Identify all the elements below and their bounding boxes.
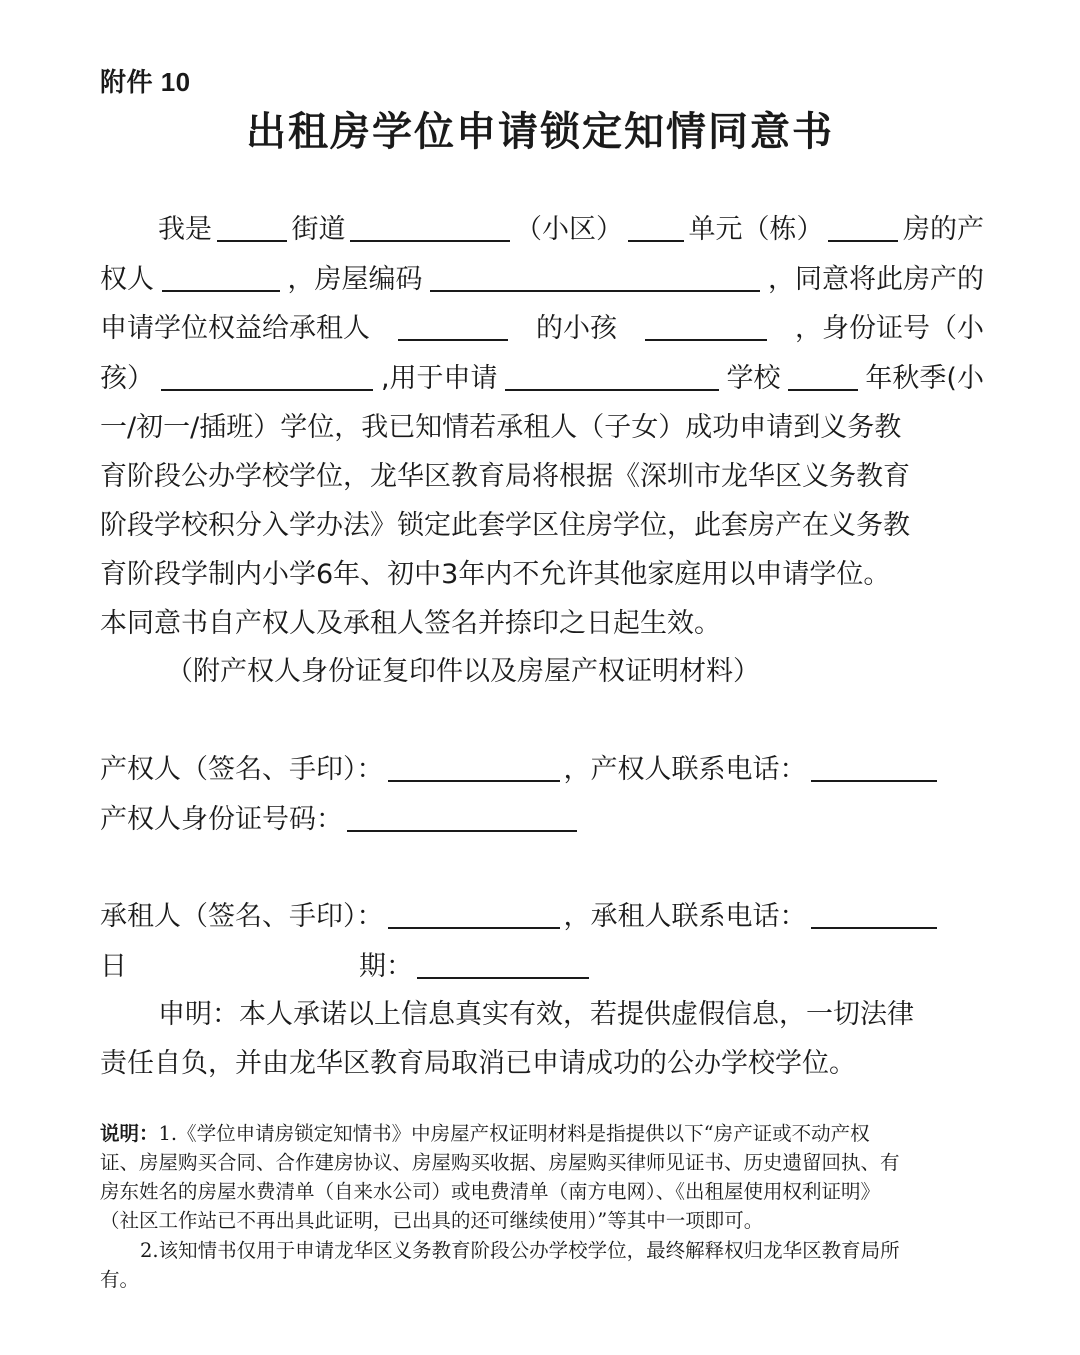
- house-code-blank[interactable]: [430, 260, 760, 292]
- text-autumn: 年秋季(小: [865, 363, 984, 394]
- declaration-line-1: [158, 990, 970, 1040]
- text-used-to-apply: ,用于申请: [380, 363, 498, 394]
- note-label: 说明：: [100, 1122, 159, 1145]
- tenant-sign-label: 承租人（签名、手印）：: [100, 901, 384, 932]
- street-blank[interactable]: [217, 210, 287, 242]
- document-title: 出租房学位申请锁定知情同意书: [246, 108, 834, 155]
- note-line-6: [100, 1266, 984, 1295]
- body-text-5: 一/初一/插班）学位，我已知情若承租人（子女）成功申请到义务教: [100, 412, 902, 443]
- text-jiedao: 街道: [291, 214, 346, 245]
- note-line-2: [100, 1149, 984, 1178]
- text-wo-shi: 我是: [158, 214, 212, 245]
- owner-id-blank[interactable]: [347, 800, 577, 832]
- body-text-7: 阶段学校积分入学办法》锁定此套学区住房学位，此套房产在义务教: [100, 510, 910, 541]
- child-name-blank[interactable]: [645, 309, 767, 341]
- note-text-4: （社区工作站已不再出具此证明，已出具的还可继续使用）”等其中一项即可。: [100, 1209, 764, 1232]
- text-danyuan: 单元（栋）: [688, 214, 824, 245]
- tenant-phone-label: ，承租人联系电话：: [563, 901, 807, 932]
- body-line-2: [100, 255, 984, 305]
- child-id-blank[interactable]: [161, 359, 373, 391]
- declaration-line-2: [100, 1039, 984, 1089]
- owner-signature-row: [100, 745, 984, 795]
- note-text-3: 房东姓名的房屋水费清单（自来水公司）或电费清单（南方电网）、《出租屋使用权利证明》: [100, 1180, 881, 1203]
- body-line-7: [100, 501, 984, 551]
- tenant-signature-row: [100, 892, 984, 942]
- note-text-2: 证、房屋购买合同、合作建房协议、房屋购买收据、房屋购买律师见证书、历史遗留回执、有: [100, 1151, 900, 1174]
- body-line-6: [100, 452, 984, 502]
- declaration-text-2: 责任自负，并由龙华区教育局取消已申请成功的公办学校学位。: [100, 1048, 856, 1079]
- date-label-a: 日: [100, 951, 127, 982]
- text-school: 学校: [726, 363, 781, 394]
- year-blank[interactable]: [788, 359, 858, 391]
- note-line-4: [100, 1207, 984, 1236]
- text-hai: 孩）: [100, 363, 154, 394]
- tenant-name-blank[interactable]: [398, 309, 508, 341]
- attachment-note: [166, 647, 984, 697]
- owner-name-blank[interactable]: [162, 260, 280, 292]
- body-line-5: [100, 403, 984, 453]
- text-apply-rights: 申请学位权益给承租人: [100, 313, 370, 344]
- note-line-5: [140, 1237, 984, 1266]
- tenant-phone-blank[interactable]: [811, 897, 937, 929]
- owner-sign-blank[interactable]: [388, 750, 560, 782]
- body-text-9: 本同意书自产权人及承租人签名并捺印之日起生效。: [100, 608, 721, 639]
- school-blank[interactable]: [505, 359, 719, 391]
- text-child: 的小孩: [536, 313, 617, 344]
- body-line-1: [158, 205, 984, 255]
- attachment-note-text: （附产权人身份证复印件以及房屋产权证明材料）: [166, 656, 760, 687]
- body-line-3: [100, 304, 984, 354]
- tenant-sign-blank[interactable]: [388, 897, 560, 929]
- text-quanren: 权人: [100, 264, 154, 295]
- body-line-8: [100, 550, 984, 600]
- note-text-5: 2.该知情书仅用于申请龙华区义务教育阶段公办学校学位，最终解释权归龙华区教育局所: [140, 1239, 900, 1262]
- attachment-label: 附件 10: [100, 67, 191, 97]
- owner-phone-label: ，产权人联系电话：: [563, 754, 807, 785]
- body-line-9: [100, 599, 984, 649]
- owner-id-row: [100, 795, 984, 845]
- unit-blank[interactable]: [628, 210, 684, 242]
- note-line-3: [100, 1178, 984, 1207]
- text-house-code: ，房屋编码: [287, 264, 423, 295]
- room-blank[interactable]: [828, 210, 898, 242]
- text-fang-de-chan: 房的产: [903, 214, 984, 245]
- date-row: [100, 942, 984, 992]
- body-text-8: 育阶段学制内小学6年、初中3年内不允许其他家庭用以申请学位。: [100, 559, 891, 590]
- text-id-number: ，身份证号（小: [795, 313, 984, 344]
- community-blank[interactable]: [350, 210, 510, 242]
- note-text-6: 有。: [100, 1268, 140, 1291]
- owner-sign-label: 产权人（签名、手印）：: [100, 754, 384, 785]
- date-label-b: 期：: [359, 951, 413, 982]
- date-blank[interactable]: [417, 947, 589, 979]
- text-agree: ，同意将此房产的: [768, 264, 984, 295]
- declaration-text-1: 申明：本人承诺以上信息真实有效，若提供虚假信息，一切法律: [158, 999, 914, 1030]
- owner-phone-blank[interactable]: [811, 750, 937, 782]
- note-text-1: 1.《学位申请房锁定知情书》中房屋产权证明材料是指提供以下“房产证或不动产权: [158, 1122, 870, 1145]
- body-text-6: 育阶段公办学校学位，龙华区教育局将根据《深圳市龙华区义务教育: [100, 461, 910, 492]
- owner-id-label: 产权人身份证号码：: [100, 804, 343, 835]
- note-line-1: [100, 1120, 984, 1149]
- text-xiaoqu: （小区）: [515, 214, 623, 245]
- body-line-4: [100, 354, 984, 404]
